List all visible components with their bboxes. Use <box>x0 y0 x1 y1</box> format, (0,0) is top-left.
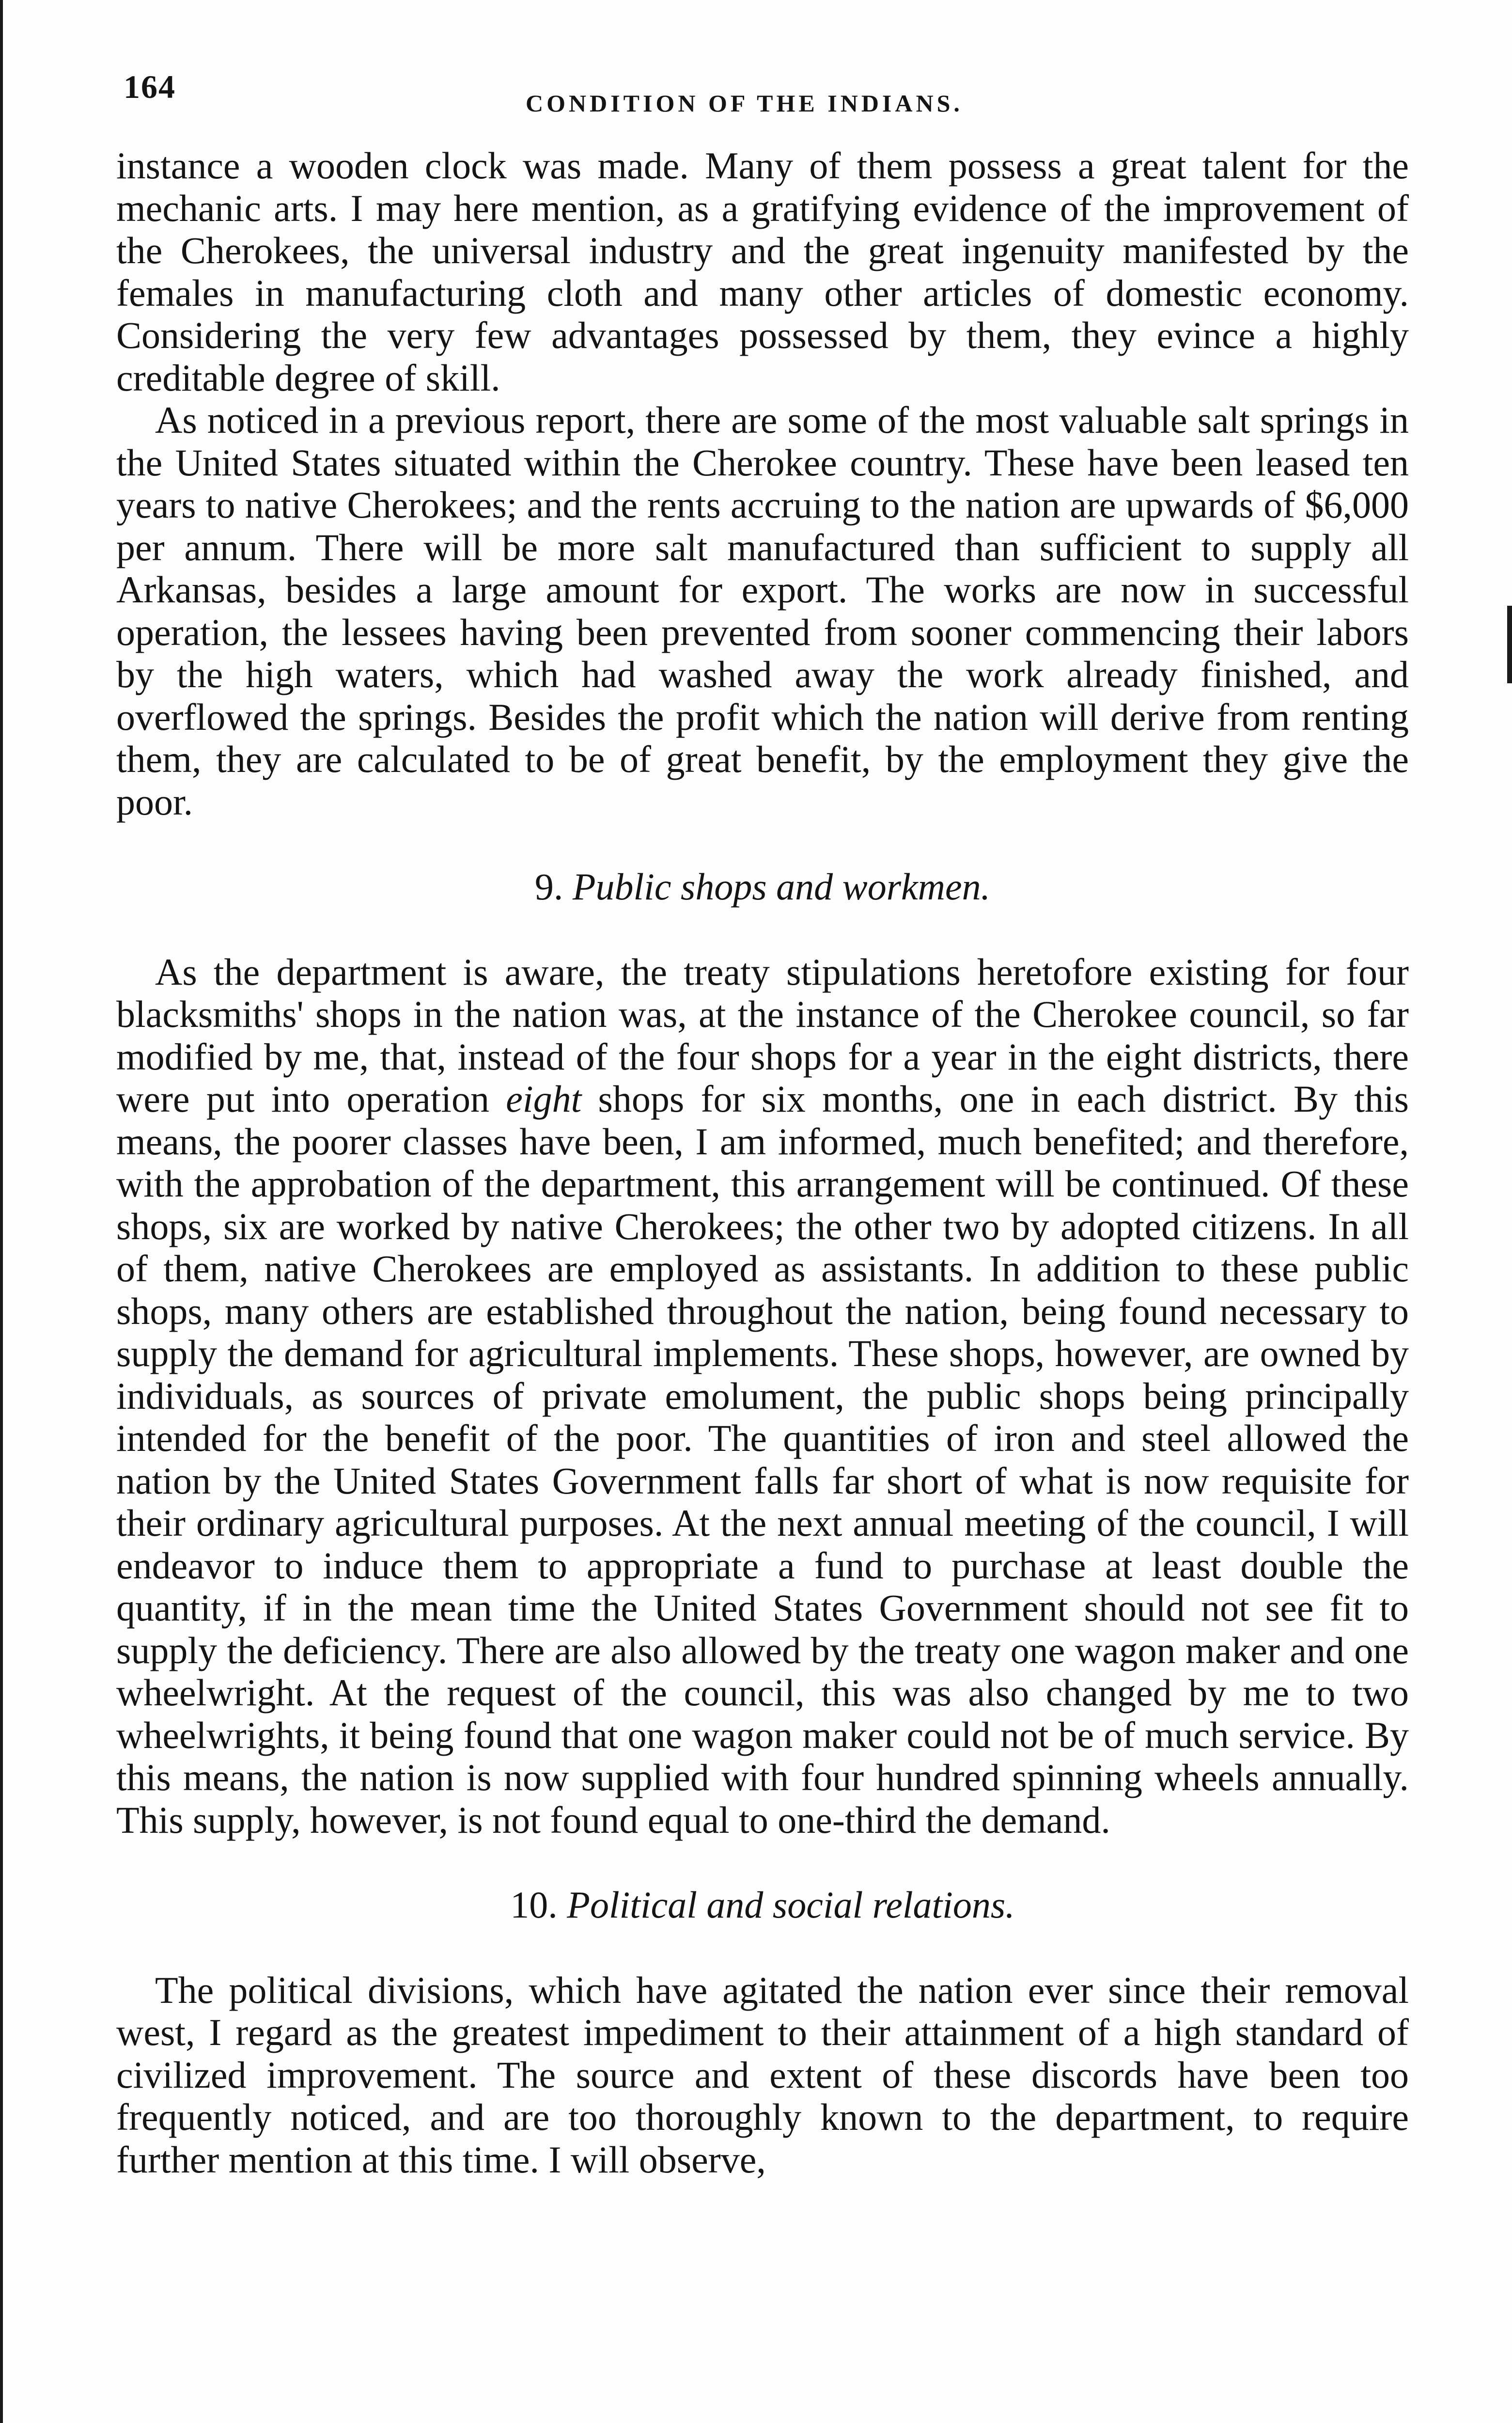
section-heading-political-relations <box>116 1884 1409 1926</box>
section-number: 9. <box>534 865 563 908</box>
running-title: CONDITION OF THE INDIANS. <box>526 90 963 117</box>
running-head <box>124 68 1403 126</box>
scan-right-edge-mark <box>1507 606 1512 683</box>
paragraph-continuation: instance a wooden clock was made. Many of them possess a great talent for the mechanic arts. I may here mention, as a gratifying evidence of the improvement of the Cherokees, the universal industry and the great ingenuity manifested by the females in manufacturing cloth and many other articles of domestic economy. Considering the very few advantages possessed by them, they evince a highly creditable degree of skill. <box>116 144 1409 399</box>
section-number: 10. <box>510 1884 558 1926</box>
paragraph-text: As the department is aware, the treaty stipulations heretofore existing for four blacksmiths' shops in the nation was, at the instance of the Cherokee council, so far modified by me, that, instead of the four shops for a year in the eight districts, there were put into operation <box>116 950 1409 1120</box>
section-title: Public shops and workmen. <box>572 865 991 908</box>
emphasis-text: eight <box>506 1078 582 1120</box>
paragraph-blacksmith-shops <box>116 951 1409 1841</box>
page-number: 164 <box>124 68 176 105</box>
scan-left-edge <box>0 0 3 2423</box>
body-text <box>116 144 1409 2181</box>
paragraph-political-divisions: The political divisions, which have agitated the nation ever since their removal west, I regard as the greatest impediment to their attainment of a high standard of civilized improvement. The source and extent of these discords have been too frequently noticed, and are too thoroughly known to the department, to require further mention at this time. I will observe, <box>116 1968 1409 2181</box>
section-title: Political and social relations. <box>567 1884 1015 1926</box>
paragraph-salt-springs: As noticed in a previous report, there are some of the most valuable salt springs in the United States situated within the Cherokee country. These have been leased ten years to native Cherokees; and the rents accruing to the nation are upwards of $6,000 per annum. There will be more salt manufactured than sufficient to supply all Arkansas, besides a large amount for export. The works are now in successful operation, the lessees having been prevented from sooner commencing their labors by the high waters, which had washed away the work already finished, and overflowed the springs. Besides the profit which the nation will derive from renting them, they are calculated to be of great benefit, by the employment they give the poor. <box>116 399 1409 823</box>
section-heading-public-shops <box>116 865 1409 908</box>
paragraph-text: shops for six months, one in each district. By this means, the poorer classes have been, I am informed, much benefited; and therefore, with the approbation of the department, this arrangement will be continued. Of these shops, six are worked by native Cherokees; the other two by adopted citizens. In all of them, native Cherokees are employed as assistants. In addition to these public shops, many others are established throughout the nation, being found necessary to supply the demand for agricultural implements. These shops, however, are owned by individuals, as sources of private emolument, the public shops being principally intended for the benefit of the poor. The quantities of iron and steel allowed the nation by the United States Government falls far short of what is now requisite for their ordinary agricultural purposes. At the next annual meeting of the council, I will endeavor to induce them to appropriate a fund to purchase at least double the quantity, if in the mean time the United States Government should not see fit to supply the deficiency. There are also allowed by the treaty one wagon maker and one wheelwright. At the request of the council, this was also changed by me to two wheelwrights, it being found that one wagon maker could not be of much service. By this means, the nation is now supplied with four hundred spinning wheels annually. This supply, however, is not found equal to one-third the demand. <box>116 1078 1409 1841</box>
